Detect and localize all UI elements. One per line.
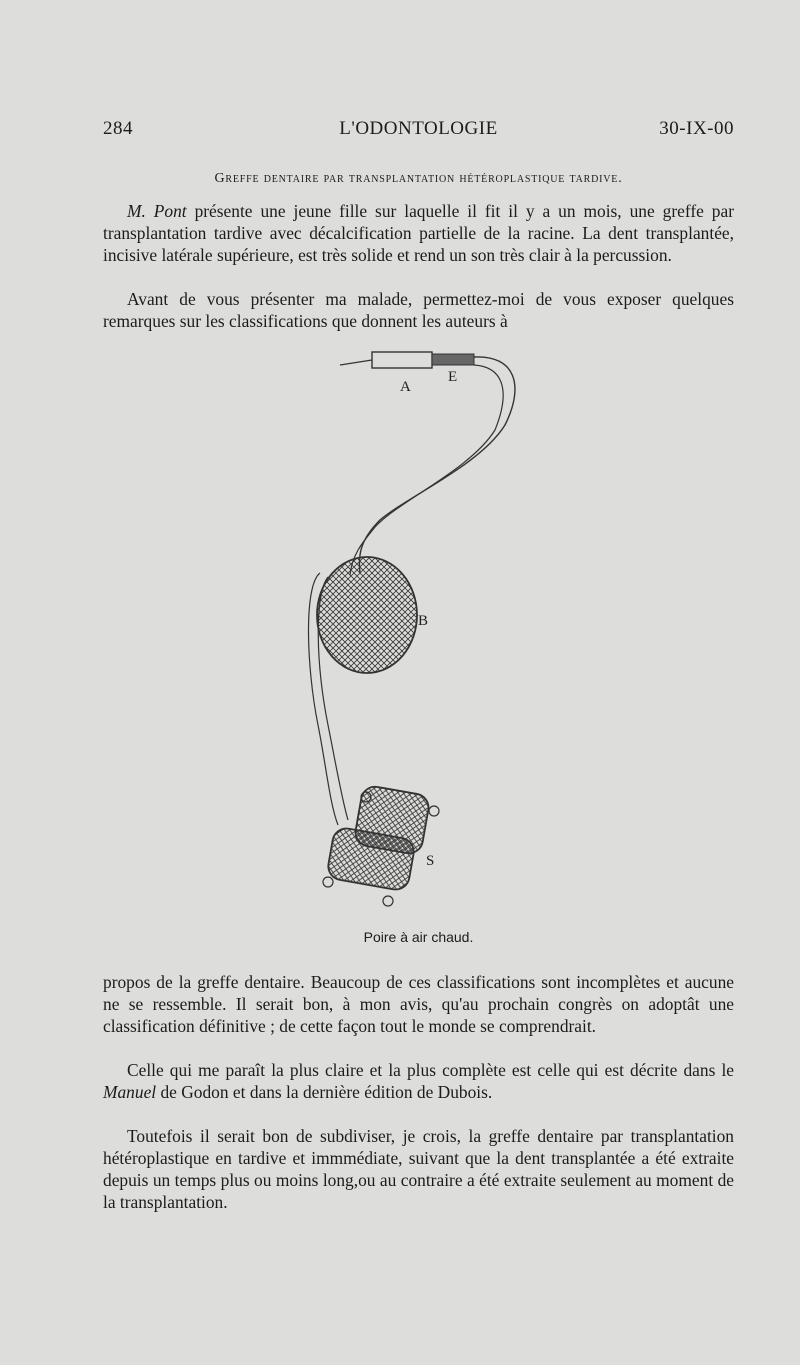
paragraph-4-end: de Godon et dans la dernière édition de Dubois. xyxy=(156,1082,493,1102)
paragraph-4 xyxy=(103,1059,734,1103)
page-number: 284 xyxy=(103,118,133,139)
label-s: S xyxy=(426,853,435,869)
label-e: E xyxy=(448,369,458,385)
figure-air-bulb xyxy=(300,345,540,915)
paragraph-2: Avant de vous présenter ma malade, permettez-moi de vous exposer quelques remarques sur les classifications que donnent les auteurs à xyxy=(103,289,734,331)
section-title: Greffe dentaire par transplantation hétéroplastique tardive. xyxy=(214,171,623,186)
label-b: B xyxy=(418,613,429,629)
journal-title: L'ODONTOLOGIE xyxy=(339,118,498,139)
author-name: M. Pont xyxy=(127,201,187,221)
running-header xyxy=(103,118,734,148)
paragraph-5: Toutefois il serait bon de subdiviser, je crois, la greffe dentaire par transplantation hétéroplastique en tardive et immmédiate, suivant que la dent transplantée a été extraite depuis un temps plus ou moins long,ou au contraire a été extraite seulement au moment de la transplantation. xyxy=(103,1126,734,1212)
figure-caption: Poire à air chaud. xyxy=(363,929,474,945)
paragraph-1 xyxy=(103,200,734,266)
manual-title: Manuel xyxy=(103,1082,157,1102)
paragraph-4-text: Celle qui me paraît la plus claire et la plus complète est celle qui est décrite dans le xyxy=(127,1060,734,1080)
air-bulb-illustration xyxy=(300,345,540,915)
paragraph-1-text: présente une jeune fille sur laquelle il fit il y a un mois, une greffe par transplantation tardive avec décalcification partielle de la racine. La dent transplantée, incisive latérale supérieure, est très solide et rend un son très clair à la percussion. xyxy=(103,201,734,265)
label-a: A xyxy=(400,379,411,395)
issue-date: 30-IX-00 xyxy=(659,118,734,139)
paragraph-3: propos de la greffe dentaire. Beaucoup de ces classifications sont incomplètes et aucune ne se ressemble. Il serait bon, à mon avis, qu'au prochain congrès on adoptât une classification définitive ; de cette façon tout le monde se comprendrait. xyxy=(103,972,734,1036)
